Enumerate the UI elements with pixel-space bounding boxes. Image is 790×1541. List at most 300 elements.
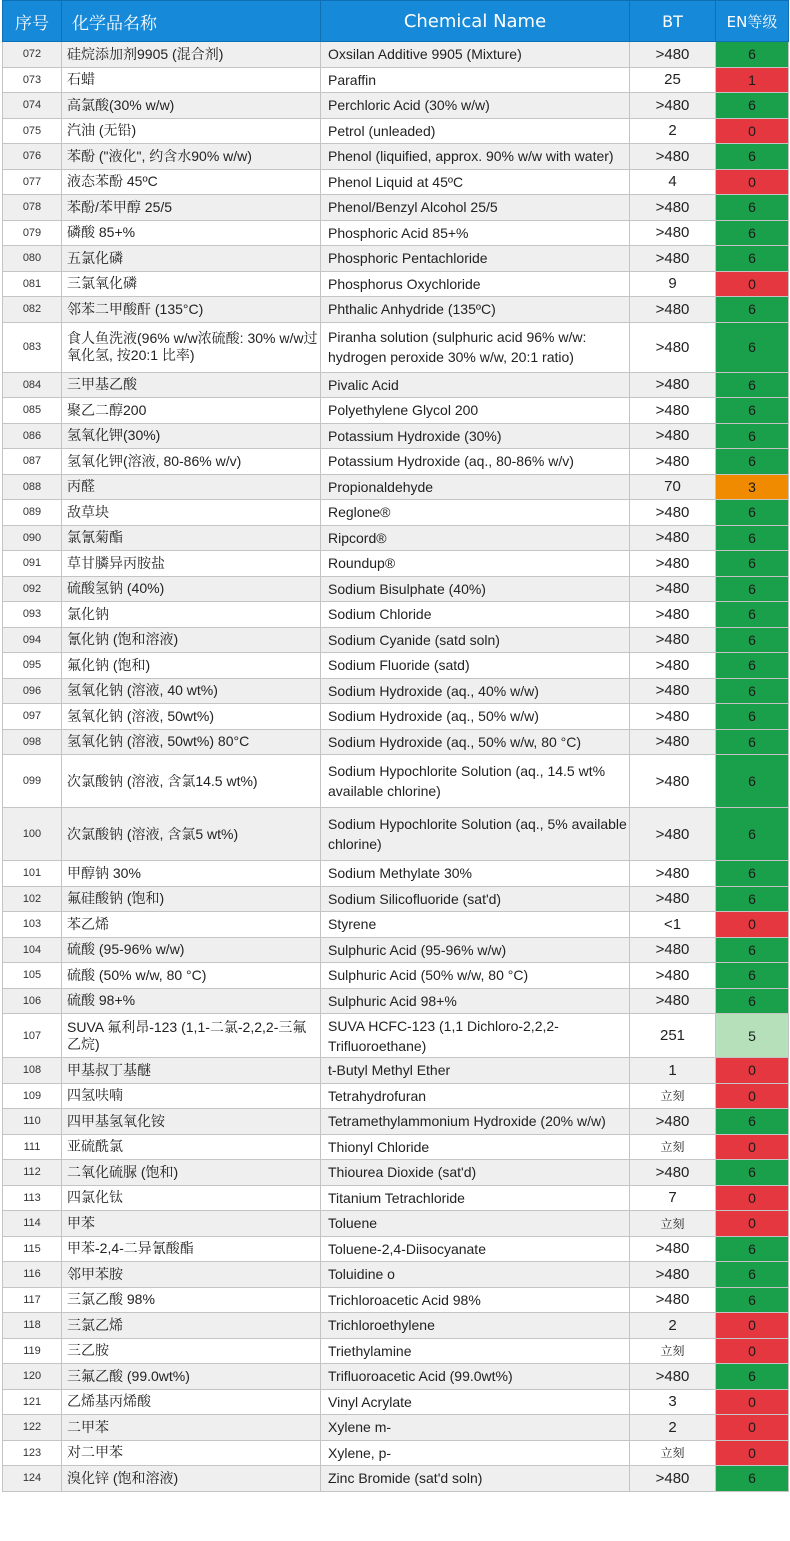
row-number: 123: [3, 1440, 62, 1466]
header-en-level: EN等级: [716, 1, 789, 42]
table-row: [3, 1160, 789, 1186]
breakthrough-time-cell: >480: [630, 246, 716, 272]
breakthrough-time-cell: 1: [630, 1058, 716, 1084]
chemical-name-cell: Phosphorus Oxychloride: [321, 271, 630, 297]
chemical-name-cell: Piranha solution (sulphuric acid 96% w/w: hydrogen peroxide 30% w/w, 20:1 ratio): [321, 322, 630, 372]
chemical-name-cell: Phenol (liquified, approx. 90% w/w with water): [321, 144, 630, 170]
chinese-name-cell: 硫酸 (50% w/w, 80 °C): [62, 963, 321, 989]
table-row: [3, 1364, 789, 1390]
row-number: 082: [3, 297, 62, 323]
en-level-cell: 6: [716, 886, 789, 912]
en-level-cell: 0: [716, 912, 789, 938]
row-number: 106: [3, 988, 62, 1014]
en-level-cell: 6: [716, 704, 789, 730]
chinese-name-cell: SUVA 氟利昂-123 (1,1-二氯-2,2,2-三氟乙烷): [62, 1014, 321, 1058]
breakthrough-time-cell: >480: [630, 398, 716, 424]
breakthrough-time-cell: >480: [630, 500, 716, 526]
table-row: [3, 322, 789, 372]
en-level-cell: 0: [716, 1134, 789, 1160]
chinese-name-cell: 氯氰菊酯: [62, 525, 321, 551]
chinese-name-cell: 三氯氧化磷: [62, 271, 321, 297]
en-level-cell: 6: [716, 525, 789, 551]
en-level-cell: 6: [716, 861, 789, 887]
breakthrough-time-cell: 9: [630, 271, 716, 297]
chinese-name-cell: 食人鱼洗液(96% w/w浓硫酸: 30% w/w过氧化氢, 按20:1 比率): [62, 322, 321, 372]
table-row: [3, 42, 789, 68]
en-level-cell: 6: [716, 963, 789, 989]
table-row: [3, 118, 789, 144]
breakthrough-time-cell: >480: [630, 144, 716, 170]
breakthrough-time-cell: >480: [630, 525, 716, 551]
chinese-name-cell: 氢氧化钠 (溶液, 50wt%): [62, 704, 321, 730]
row-number: 077: [3, 169, 62, 195]
chinese-name-cell: 丙醛: [62, 474, 321, 500]
chemical-name-cell: Potassium Hydroxide (30%): [321, 423, 630, 449]
chemical-name-cell: Tetrahydrofuran: [321, 1083, 630, 1109]
chemical-name-cell: Sulphuric Acid 98+%: [321, 988, 630, 1014]
table-row: [3, 474, 789, 500]
chinese-name-cell: 三氟乙酸 (99.0wt%): [62, 1364, 321, 1390]
row-number: 100: [3, 808, 62, 861]
table-row: [3, 449, 789, 475]
en-level-cell: 6: [716, 1287, 789, 1313]
row-number: 096: [3, 678, 62, 704]
en-level-cell: 0: [716, 1313, 789, 1339]
chemical-name-cell: Toluene: [321, 1211, 630, 1237]
row-number: 099: [3, 755, 62, 808]
row-number: 090: [3, 525, 62, 551]
table-row: [3, 886, 789, 912]
en-level-cell: 6: [716, 729, 789, 755]
chemical-name-cell: Sodium Methylate 30%: [321, 861, 630, 887]
row-number: 101: [3, 861, 62, 887]
row-number: 080: [3, 246, 62, 272]
breakthrough-time-cell: 2: [630, 118, 716, 144]
row-number: 104: [3, 937, 62, 963]
row-number: 110: [3, 1109, 62, 1135]
en-level-cell: 3: [716, 474, 789, 500]
row-number: 081: [3, 271, 62, 297]
en-level-cell: 6: [716, 1109, 789, 1135]
breakthrough-time-cell: >480: [630, 963, 716, 989]
breakthrough-time-cell: 70: [630, 474, 716, 500]
chemical-name-cell: Phosphoric Pentachloride: [321, 246, 630, 272]
chinese-name-cell: 二氧化硫脲 (饱和): [62, 1160, 321, 1186]
table-row: [3, 1466, 789, 1492]
table-row: [3, 988, 789, 1014]
chinese-name-cell: 敌草块: [62, 500, 321, 526]
chemical-name-cell: Xylene m-: [321, 1415, 630, 1441]
breakthrough-time-cell: 立刻: [630, 1134, 716, 1160]
row-number: 097: [3, 704, 62, 730]
row-number: 088: [3, 474, 62, 500]
table-row: [3, 271, 789, 297]
row-number: 083: [3, 322, 62, 372]
chinese-name-cell: 氢氧化钠 (溶液, 50wt%) 80°C: [62, 729, 321, 755]
breakthrough-time-cell: >480: [630, 1262, 716, 1288]
table-row: [3, 1083, 789, 1109]
chemical-name-cell: Paraffin: [321, 67, 630, 93]
en-level-cell: 6: [716, 988, 789, 1014]
breakthrough-time-cell: >480: [630, 1109, 716, 1135]
chinese-name-cell: 甲醇钠 30%: [62, 861, 321, 887]
table-row: [3, 1185, 789, 1211]
chemical-name-cell: Thiourea Dioxide (sat'd): [321, 1160, 630, 1186]
table-row: [3, 1440, 789, 1466]
chinese-name-cell: 溴化锌 (饱和溶液): [62, 1466, 321, 1492]
chinese-name-cell: 氟硅酸钠 (饱和): [62, 886, 321, 912]
breakthrough-time-cell: >480: [630, 449, 716, 475]
chinese-name-cell: 硅烷添加剂9905 (混合剂): [62, 42, 321, 68]
chinese-name-cell: 氰化钠 (饱和溶液): [62, 627, 321, 653]
en-level-cell: 6: [716, 1160, 789, 1186]
chinese-name-cell: 四氢呋喃: [62, 1083, 321, 1109]
table-row: [3, 67, 789, 93]
chinese-name-cell: 甲苯-2,4-二异氰酸酯: [62, 1236, 321, 1262]
en-level-cell: 6: [716, 602, 789, 628]
row-number: 124: [3, 1466, 62, 1492]
table-row: [3, 144, 789, 170]
table-row: [3, 912, 789, 938]
row-number: 078: [3, 195, 62, 221]
chemical-name-cell: Zinc Bromide (sat'd soln): [321, 1466, 630, 1492]
header-number: 序号: [3, 1, 62, 42]
row-number: 098: [3, 729, 62, 755]
chemical-name-cell: Sodium Hypochlorite Solution (aq., 5% available chlorine): [321, 808, 630, 861]
table-row: [3, 937, 789, 963]
chemical-name-cell: Sodium Silicofluoride (sat'd): [321, 886, 630, 912]
chinese-name-cell: 四甲基氢氧化铵: [62, 1109, 321, 1135]
breakthrough-time-cell: <1: [630, 912, 716, 938]
chemical-name-cell: Xylene, p-: [321, 1440, 630, 1466]
en-level-cell: 6: [716, 678, 789, 704]
en-level-cell: 6: [716, 449, 789, 475]
breakthrough-time-cell: >480: [630, 576, 716, 602]
breakthrough-time-cell: >480: [630, 627, 716, 653]
table-row: [3, 627, 789, 653]
chinese-name-cell: 甲基叔丁基醚: [62, 1058, 321, 1084]
row-number: 103: [3, 912, 62, 938]
chemical-name-cell: Sodium Bisulphate (40%): [321, 576, 630, 602]
breakthrough-time-cell: >480: [630, 1287, 716, 1313]
chinese-name-cell: 五氯化磷: [62, 246, 321, 272]
row-number: 115: [3, 1236, 62, 1262]
breakthrough-time-cell: >480: [630, 195, 716, 221]
chemical-name-cell: Trichloroethylene: [321, 1313, 630, 1339]
en-level-cell: 6: [716, 246, 789, 272]
chinese-name-cell: 高氯酸(30% w/w): [62, 93, 321, 119]
table-row: [3, 1109, 789, 1135]
table-row: [3, 551, 789, 577]
row-number: 108: [3, 1058, 62, 1084]
table-row: [3, 372, 789, 398]
table-row: [3, 525, 789, 551]
en-level-cell: 0: [716, 1058, 789, 1084]
en-level-cell: 0: [716, 1083, 789, 1109]
en-level-cell: 6: [716, 937, 789, 963]
table-row: [3, 1236, 789, 1262]
chemical-name-cell: Sodium Hydroxide (aq., 40% w/w): [321, 678, 630, 704]
chemical-name-cell: Toluidine o: [321, 1262, 630, 1288]
chinese-name-cell: 次氯酸钠 (溶液, 含氯14.5 wt%): [62, 755, 321, 808]
table-row: [3, 704, 789, 730]
en-level-cell: 6: [716, 1236, 789, 1262]
table-row: [3, 1211, 789, 1237]
breakthrough-time-cell: >480: [630, 704, 716, 730]
en-level-cell: 6: [716, 423, 789, 449]
chinese-name-cell: 氯化钠: [62, 602, 321, 628]
row-number: 075: [3, 118, 62, 144]
table-row: [3, 1287, 789, 1313]
table-row: [3, 423, 789, 449]
en-level-cell: 6: [716, 1466, 789, 1492]
en-level-cell: 6: [716, 653, 789, 679]
en-level-cell: 5: [716, 1014, 789, 1058]
chinese-name-cell: 石蜡: [62, 67, 321, 93]
chinese-name-cell: 草甘膦异丙胺盐: [62, 551, 321, 577]
breakthrough-time-cell: >480: [630, 1364, 716, 1390]
table-row: [3, 246, 789, 272]
table-row: [3, 1262, 789, 1288]
row-number: 116: [3, 1262, 62, 1288]
en-level-cell: 6: [716, 195, 789, 221]
row-number: 085: [3, 398, 62, 424]
row-number: 072: [3, 42, 62, 68]
chinese-name-cell: 液态苯酚 45ºC: [62, 169, 321, 195]
row-number: 094: [3, 627, 62, 653]
chinese-name-cell: 聚乙二醇200: [62, 398, 321, 424]
breakthrough-time-cell: >480: [630, 93, 716, 119]
table-row: [3, 93, 789, 119]
table-row: [3, 678, 789, 704]
row-number: 084: [3, 372, 62, 398]
row-number: 111: [3, 1134, 62, 1160]
breakthrough-time-cell: >480: [630, 755, 716, 808]
en-level-cell: 0: [716, 1415, 789, 1441]
table-row: [3, 297, 789, 323]
chemical-name-cell: Trichloroacetic Acid 98%: [321, 1287, 630, 1313]
table-row: [3, 963, 789, 989]
chemical-name-cell: Perchloric Acid (30% w/w): [321, 93, 630, 119]
chemical-name-cell: Roundup®: [321, 551, 630, 577]
chinese-name-cell: 磷酸 85+%: [62, 220, 321, 246]
en-level-cell: 6: [716, 808, 789, 861]
row-number: 091: [3, 551, 62, 577]
breakthrough-time-cell: 251: [630, 1014, 716, 1058]
en-level-cell: 6: [716, 551, 789, 577]
chemical-name-cell: Ripcord®: [321, 525, 630, 551]
chemical-name-cell: Trifluoroacetic Acid (99.0wt%): [321, 1364, 630, 1390]
row-number: 073: [3, 67, 62, 93]
chemical-name-cell: Petrol (unleaded): [321, 118, 630, 144]
chemical-name-cell: Sodium Fluoride (satd): [321, 653, 630, 679]
row-number: 107: [3, 1014, 62, 1058]
chinese-name-cell: 乙烯基丙烯酸: [62, 1389, 321, 1415]
en-level-cell: 6: [716, 1262, 789, 1288]
breakthrough-time-cell: 25: [630, 67, 716, 93]
header-chemical-name: Chemical Name: [321, 1, 630, 42]
breakthrough-time-cell: >480: [630, 297, 716, 323]
row-number: 089: [3, 500, 62, 526]
chinese-name-cell: 亚硫酰氯: [62, 1134, 321, 1160]
chemical-name-cell: Thionyl Chloride: [321, 1134, 630, 1160]
breakthrough-time-cell: >480: [630, 653, 716, 679]
chemical-name-cell: Sodium Hydroxide (aq., 50% w/w): [321, 704, 630, 730]
breakthrough-time-cell: 3: [630, 1389, 716, 1415]
chemical-name-cell: Styrene: [321, 912, 630, 938]
chemical-name-cell: Vinyl Acrylate: [321, 1389, 630, 1415]
chinese-name-cell: 苯酚/苯甲醇 25/5: [62, 195, 321, 221]
en-level-cell: 0: [716, 169, 789, 195]
table-row: [3, 808, 789, 861]
chinese-name-cell: 苯酚 ("液化", 约含水90% w/w): [62, 144, 321, 170]
row-number: 076: [3, 144, 62, 170]
en-level-cell: 6: [716, 372, 789, 398]
en-level-cell: 0: [716, 1211, 789, 1237]
row-number: 079: [3, 220, 62, 246]
chemical-name-cell: Tetramethylammonium Hydroxide (20% w/w): [321, 1109, 630, 1135]
chemical-name-cell: Sulphuric Acid (95-96% w/w): [321, 937, 630, 963]
chinese-name-cell: 次氯酸钠 (溶液, 含氯5 wt%): [62, 808, 321, 861]
breakthrough-time-cell: >480: [630, 423, 716, 449]
header-breakthrough-time: BT: [630, 1, 716, 42]
chemical-name-cell: Oxsilan Additive 9905 (Mixture): [321, 42, 630, 68]
row-number: 092: [3, 576, 62, 602]
en-level-cell: 0: [716, 1389, 789, 1415]
chinese-name-cell: 氟化钠 (饱和): [62, 653, 321, 679]
chinese-name-cell: 三氯乙烯: [62, 1313, 321, 1339]
chinese-name-cell: 二甲苯: [62, 1415, 321, 1441]
header-chinese-name: 化学品名称: [62, 1, 321, 42]
chemical-name-cell: Phenol/Benzyl Alcohol 25/5: [321, 195, 630, 221]
en-level-cell: 6: [716, 1364, 789, 1390]
en-level-cell: 6: [716, 755, 789, 808]
en-level-cell: 6: [716, 627, 789, 653]
chemical-name-cell: Reglone®: [321, 500, 630, 526]
breakthrough-time-cell: 2: [630, 1313, 716, 1339]
breakthrough-time-cell: >480: [630, 220, 716, 246]
breakthrough-time-cell: 立刻: [630, 1083, 716, 1109]
table-row: [3, 1134, 789, 1160]
en-level-cell: 6: [716, 500, 789, 526]
chemical-name-cell: t-Butyl Methyl Ether: [321, 1058, 630, 1084]
breakthrough-time-cell: >480: [630, 322, 716, 372]
table-row: [3, 1313, 789, 1339]
row-number: 119: [3, 1338, 62, 1364]
breakthrough-time-cell: >480: [630, 602, 716, 628]
chinese-name-cell: 三甲基乙酸: [62, 372, 321, 398]
en-level-cell: 6: [716, 297, 789, 323]
chemical-name-cell: Sodium Hypochlorite Solution (aq., 14.5 wt% available chlorine): [321, 755, 630, 808]
breakthrough-time-cell: >480: [630, 937, 716, 963]
row-number: 074: [3, 93, 62, 119]
breakthrough-time-cell: >480: [630, 729, 716, 755]
chinese-name-cell: 邻苯二甲酸酐 (135°C): [62, 297, 321, 323]
chemical-resistance-table-container: [2, 0, 788, 1492]
table-row: [3, 1389, 789, 1415]
chemical-resistance-table: [2, 0, 789, 1492]
table-row: [3, 169, 789, 195]
table-row: [3, 220, 789, 246]
chemical-name-cell: Titanium Tetrachloride: [321, 1185, 630, 1211]
chinese-name-cell: 对二甲苯: [62, 1440, 321, 1466]
chemical-name-cell: Phenol Liquid at 45ºC: [321, 169, 630, 195]
en-level-cell: 1: [716, 67, 789, 93]
breakthrough-time-cell: >480: [630, 1160, 716, 1186]
breakthrough-time-cell: >480: [630, 551, 716, 577]
breakthrough-time-cell: 4: [630, 169, 716, 195]
table-row: [3, 500, 789, 526]
chinese-name-cell: 四氯化钛: [62, 1185, 321, 1211]
table-row: [3, 398, 789, 424]
breakthrough-time-cell: >480: [630, 678, 716, 704]
table-row: [3, 653, 789, 679]
chemical-name-cell: Phosphoric Acid 85+%: [321, 220, 630, 246]
table-header-row: [3, 1, 789, 42]
table-row: [3, 576, 789, 602]
chemical-name-cell: Triethylamine: [321, 1338, 630, 1364]
en-level-cell: 6: [716, 322, 789, 372]
chinese-name-cell: 邻甲苯胺: [62, 1262, 321, 1288]
en-level-cell: 0: [716, 271, 789, 297]
row-number: 121: [3, 1389, 62, 1415]
chinese-name-cell: 硫酸 98+%: [62, 988, 321, 1014]
chinese-name-cell: 氢氧化钠 (溶液, 40 wt%): [62, 678, 321, 704]
en-level-cell: 0: [716, 1338, 789, 1364]
en-level-cell: 0: [716, 1185, 789, 1211]
breakthrough-time-cell: 7: [630, 1185, 716, 1211]
en-level-cell: 6: [716, 576, 789, 602]
en-level-cell: 6: [716, 398, 789, 424]
en-level-cell: 0: [716, 1440, 789, 1466]
table-row: [3, 1338, 789, 1364]
row-number: 093: [3, 602, 62, 628]
breakthrough-time-cell: >480: [630, 861, 716, 887]
breakthrough-time-cell: >480: [630, 372, 716, 398]
en-level-cell: 6: [716, 144, 789, 170]
row-number: 114: [3, 1211, 62, 1237]
table-row: [3, 755, 789, 808]
chemical-name-cell: Toluene-2,4-Diisocyanate: [321, 1236, 630, 1262]
table-row: [3, 1014, 789, 1058]
row-number: 118: [3, 1313, 62, 1339]
row-number: 109: [3, 1083, 62, 1109]
chinese-name-cell: 硫酸氢钠 (40%): [62, 576, 321, 602]
chinese-name-cell: 三氯乙酸 98%: [62, 1287, 321, 1313]
chinese-name-cell: 三乙胺: [62, 1338, 321, 1364]
chemical-name-cell: Potassium Hydroxide (aq., 80-86% w/v): [321, 449, 630, 475]
chinese-name-cell: 硫酸 (95-96% w/w): [62, 937, 321, 963]
chemical-name-cell: Sodium Chloride: [321, 602, 630, 628]
table-body: [3, 42, 789, 1492]
breakthrough-time-cell: >480: [630, 42, 716, 68]
chemical-name-cell: Polyethylene Glycol 200: [321, 398, 630, 424]
row-number: 086: [3, 423, 62, 449]
chinese-name-cell: 汽油 (无铅): [62, 118, 321, 144]
chemical-name-cell: Sulphuric Acid (50% w/w, 80 °C): [321, 963, 630, 989]
en-level-cell: 6: [716, 93, 789, 119]
chemical-name-cell: Sodium Cyanide (satd soln): [321, 627, 630, 653]
chemical-name-cell: SUVA HCFC-123 (1,1 Dichloro-2,2,2-Trifluoroethane): [321, 1014, 630, 1058]
table-row: [3, 729, 789, 755]
breakthrough-time-cell: 立刻: [630, 1440, 716, 1466]
row-number: 112: [3, 1160, 62, 1186]
table-row: [3, 861, 789, 887]
chemical-name-cell: Pivalic Acid: [321, 372, 630, 398]
table-row: [3, 1058, 789, 1084]
breakthrough-time-cell: 立刻: [630, 1211, 716, 1237]
row-number: 095: [3, 653, 62, 679]
